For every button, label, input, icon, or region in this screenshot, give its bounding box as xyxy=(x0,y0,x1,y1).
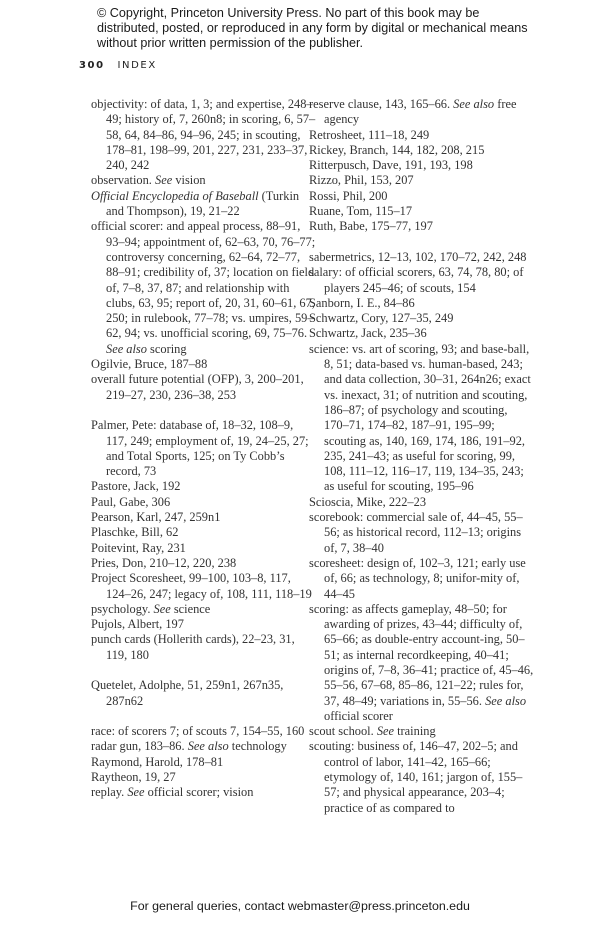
index-column-left xyxy=(91,97,317,801)
entry-text: overall future potential (OFP), 3, 200–201, 219–27, 230, 236–38, 253 xyxy=(91,372,304,402)
entry-text: Plaschke, Bill, 62 xyxy=(91,525,179,540)
index-entry xyxy=(309,326,535,341)
entry-text: scoring: as affects gameplay, 48–50; for awarding of prizes, 43–44; difficulty of, 65–66; as double-entry account-ing, 50–51; as internal recordkeeping, 40–41; origins of, 7–8, 36–41; practice of, 45–46, 55–56, 67–68, 85–86, 121–22; rules for, 37, 48–49; variations in, 55–56. xyxy=(309,601,534,708)
index-entry xyxy=(91,571,317,602)
index-entry xyxy=(309,495,535,510)
index-entry xyxy=(91,785,317,800)
entry-text: Ruane, Tom, 115–17 xyxy=(309,204,413,219)
index-entry xyxy=(91,479,317,494)
italic-text: See also xyxy=(106,341,147,356)
entry-text: sabermetrics, 12–13, 102, 170–72, 242, 248 xyxy=(309,249,527,264)
entry-text: Scioscia, Mike, 222–23 xyxy=(309,494,427,509)
index-entry xyxy=(91,602,317,617)
entry-text: official scorer: and appeal process, 88–91, 93–94; appointment of, 62–63, 70, 76–77; controversy concerning, 62–64, 72–77, 88–91; credibility of, 37; location on field of, 7–8, 37, 87; and relationship with clubs, 63, 95; report of, 20, 31, 60–61, 67, 250; in rulebook, 77–78; vs. umpires, 59–62, 94; vs. unofficial scoring, 69, 75–76. xyxy=(91,219,316,341)
index-entry xyxy=(91,755,317,770)
italic-text: See xyxy=(155,173,173,188)
entry-text: Quetelet, Adolphe, 51, 259n1, 267n35, 287n62 xyxy=(91,678,284,708)
copyright-notice: © Copyright, Princeton University Press. No part of this book may be distributed, posted, or reproduced in any form by digital or mechanical means without prior written permission of the publisher. xyxy=(97,6,528,50)
index-entry xyxy=(309,204,535,219)
index-entry xyxy=(91,739,317,754)
entry-text: Ogilvie, Bruce, 187–88 xyxy=(91,357,208,372)
entry-text: scoresheet: design of, 102–3, 121; early use of, 66; as technology, 8; unifor-mity of, 44–45 xyxy=(309,555,526,601)
entry-text: Sanborn, I. E., 84–86 xyxy=(309,295,415,310)
index-entry xyxy=(309,219,535,234)
index-entry xyxy=(309,143,535,158)
entry-text: Ruth, Babe, 175–77, 197 xyxy=(309,219,433,234)
entry-text: Pries, Don, 210–12, 220, 238 xyxy=(91,555,237,570)
index-entry xyxy=(91,357,317,372)
entry-text: (Turkin and Thompson), 19, 21–22 xyxy=(106,188,300,219)
index-entry xyxy=(309,296,535,311)
index-entry xyxy=(91,770,317,785)
italic-text: See also xyxy=(485,693,527,708)
italic-text: Official Encyclopedia of Baseball xyxy=(91,188,259,203)
entry-text: replay. xyxy=(91,785,128,800)
index-entry xyxy=(309,97,535,128)
section-title: INDEX xyxy=(117,60,157,71)
entry-text: Project Scoresheet, 99–100, 103–8, 117, 124–26, 247; legacy of, 108, 111, 118–19 xyxy=(91,571,312,601)
entry-text: objectivity: of data, 1, 3; and expertise, 248–49; history of, 7, 260n8; in scoring, 6, 57–58, 64, 84–86, 94–96, 245; in scouting, 178–81, 198–99, 201, 227, 231, 233–37, 240, 242 xyxy=(91,97,316,173)
entry-text: Raytheon, 19, 27 xyxy=(91,770,176,785)
index-column-right xyxy=(309,97,535,816)
entry-text: vision xyxy=(172,173,206,188)
index-entry xyxy=(309,311,535,326)
entry-text: punch cards (Hollerith cards), 22–23, 31, 119, 180 xyxy=(91,632,295,662)
entry-text: scoring xyxy=(146,341,187,356)
index-entry xyxy=(309,342,535,495)
entry-text: free agency xyxy=(324,97,517,127)
index-entry xyxy=(309,158,535,173)
running-head xyxy=(79,60,157,71)
index-entry xyxy=(91,510,317,525)
entry-text: observation. xyxy=(91,173,156,188)
entry-text: scorebook: commercial sale of, 44–45, 55–56; as historical record, 112–13; origins of, 7, 38–40 xyxy=(309,510,523,555)
index-entry xyxy=(91,632,317,663)
entry-text: Retrosheet, 111–18, 249 xyxy=(309,127,430,142)
entry-text: Pujols, Albert, 197 xyxy=(91,617,184,632)
entry-text: radar gun, 183–86. xyxy=(91,739,188,754)
entry-text: Pastore, Jack, 192 xyxy=(91,479,181,494)
italic-text: See xyxy=(127,785,145,800)
entry-text: official scorer xyxy=(324,708,393,723)
entry-text: scouting: business of, 146–47, 202–5; and control of labor, 141–42, 165–66; etymology of, 140, 161; jargon of, 155–57; and physical appearance, 203–4; practice of as compared to xyxy=(309,739,523,815)
entry-text: official scorer; vision xyxy=(144,785,254,800)
index-entry xyxy=(309,510,535,556)
italic-text: See xyxy=(153,601,171,616)
footer-contact: For general queries, contact webmaster@press.princeton.edu xyxy=(130,899,470,913)
index-entry xyxy=(309,739,535,815)
entry-text: reserve clause, 143, 165–66. xyxy=(309,97,454,111)
entry-text: science xyxy=(170,601,211,616)
index-entry xyxy=(91,541,317,556)
index-entry xyxy=(91,617,317,632)
index-entry xyxy=(309,250,535,265)
entry-text: Schwartz, Jack, 235–36 xyxy=(309,326,427,341)
index-entry xyxy=(91,418,317,479)
index-entry xyxy=(91,525,317,540)
index-entry xyxy=(91,495,317,510)
index-entry xyxy=(91,724,317,739)
index-entry xyxy=(91,189,317,220)
index-entry xyxy=(91,219,317,357)
entry-text: science: vs. art of scoring, 93; and base-ball, 8, 51; data-based vs. human-based, 243; and data collection, 30–31, 264n26; exact vs. inexact, 31; of nutrition and scouting, 186–87; of psychology and scouting, 170–71, 174–82, 187–91, 195–99; scouting as, 140, 169, 174, 186, 191–92, 235, 241–43; as useful for scoring, 99, 108, 111–12, 116–17, 119, 134–35, 243; as useful for scouting, 195–96 xyxy=(309,341,531,494)
entry-text: training xyxy=(394,724,436,739)
entry-text: technology xyxy=(228,739,287,754)
entry-text: Rickey, Branch, 144, 182, 208, 215 xyxy=(309,142,485,157)
entry-text: Pearson, Karl, 247, 259n1 xyxy=(91,510,221,525)
italic-text: See also xyxy=(187,739,229,754)
entry-text: Rizzo, Phil, 153, 207 xyxy=(309,173,414,188)
entry-text: scout school. xyxy=(309,724,377,739)
entry-text: psychology. xyxy=(91,601,154,616)
entry-text: Ritterpusch, Dave, 191, 193, 198 xyxy=(309,158,473,173)
italic-text: See xyxy=(376,724,395,739)
index-entry xyxy=(309,189,535,204)
entry-text: Paul, Gabe, 306 xyxy=(91,494,171,509)
index-entry xyxy=(91,556,317,571)
index-entry xyxy=(309,602,535,724)
entry-text: Raymond, Harold, 178–81 xyxy=(91,754,224,769)
index-entry xyxy=(91,678,317,709)
index-entry xyxy=(309,556,535,602)
index-entry xyxy=(309,724,535,739)
entry-text: Rossi, Phil, 200 xyxy=(309,188,388,203)
index-entry xyxy=(309,265,535,296)
index-entry xyxy=(309,173,535,188)
index-entry xyxy=(91,372,317,403)
entry-text: race: of scorers 7; of scouts 7, 154–55, 160 xyxy=(91,724,305,739)
index-entry xyxy=(91,173,317,188)
index-entry xyxy=(91,97,317,173)
entry-text: Schwartz, Cory, 127–35, 249 xyxy=(309,311,454,326)
page-number: 300 xyxy=(79,60,105,71)
entry-text: Poitevint, Ray, 231 xyxy=(91,540,186,555)
index-entry xyxy=(309,128,535,143)
entry-text: Palmer, Pete: database of, 18–32, 108–9, 117, 249; employment of, 19, 24–25, 27; and Total Sports, 125; on Ty Cobb’s record, 73 xyxy=(91,418,309,479)
entry-text: salary: of official scorers, 63, 74, 78, 80; of players 245–46; of scouts, 154 xyxy=(309,265,524,295)
italic-text: See also xyxy=(453,97,495,111)
